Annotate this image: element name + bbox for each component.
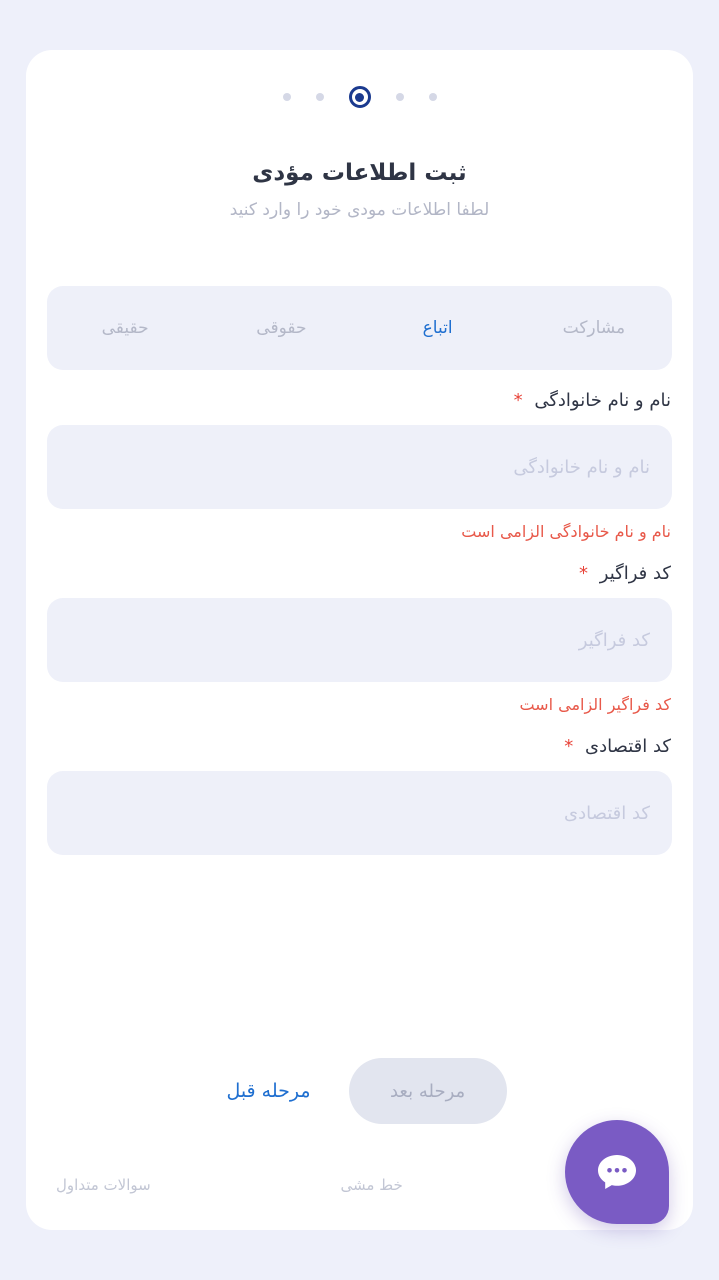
field-fullname-label <box>26 390 693 411</box>
fullname-input[interactable] <box>47 425 672 509</box>
step-indicator <box>26 86 693 108</box>
field-faragir-code <box>26 563 693 714</box>
field-fullname-label-text: نام و نام خانوادگی <box>534 390 671 411</box>
step-dot-3-active[interactable] <box>349 86 371 108</box>
field-eghtesadi-label <box>26 736 693 757</box>
faragir-code-input[interactable] <box>47 598 672 682</box>
step-dot-4[interactable] <box>396 93 404 101</box>
page-subtitle: لطفا اطلاعات مودی خود را وارد کنید <box>229 200 490 220</box>
taxpayer-form <box>26 390 693 950</box>
chat-support-button[interactable] <box>565 1120 669 1224</box>
tab-haghighi[interactable]: حقیقی <box>101 318 149 338</box>
tab-mosharekat[interactable]: مشارکت <box>562 318 626 338</box>
required-asterisk-icon: * <box>579 563 589 584</box>
page-title: ثبت اطلاعات مؤدی <box>252 160 467 186</box>
link-policy[interactable]: خط مشی <box>340 1176 403 1194</box>
fullname-error-text: نام و نام خانوادگی الزامی است <box>461 522 671 541</box>
field-faragir-label-text: کد فراگیر <box>599 563 671 584</box>
step-dot-1[interactable] <box>283 93 291 101</box>
faragir-error-text: کد فراگیر الزامی است <box>519 695 671 714</box>
step-dot-5[interactable] <box>429 93 437 101</box>
wizard-navigation <box>26 1058 693 1124</box>
previous-step-button[interactable]: مرحله قبل <box>212 1070 324 1112</box>
chat-bubble-icon <box>592 1147 642 1197</box>
field-eghtesadi-label-text: کد اقتصادی <box>585 736 671 757</box>
required-asterisk-icon: * <box>564 736 574 757</box>
field-faragir-label <box>26 563 693 584</box>
link-faq[interactable]: سوالات متداول <box>56 1176 151 1194</box>
next-step-button[interactable]: مرحله بعد <box>349 1058 507 1124</box>
tab-atba[interactable]: اتباع <box>422 318 453 338</box>
registration-card <box>26 50 693 1230</box>
required-asterisk-icon: * <box>513 390 523 411</box>
field-eghtesadi-code <box>26 736 693 855</box>
eghtesadi-code-input[interactable] <box>47 771 672 855</box>
field-fullname <box>26 390 693 541</box>
taxpayer-type-tabs <box>47 286 672 370</box>
tab-hoghooghi[interactable]: حقوقی <box>256 318 307 338</box>
step-dot-2[interactable] <box>316 93 324 101</box>
